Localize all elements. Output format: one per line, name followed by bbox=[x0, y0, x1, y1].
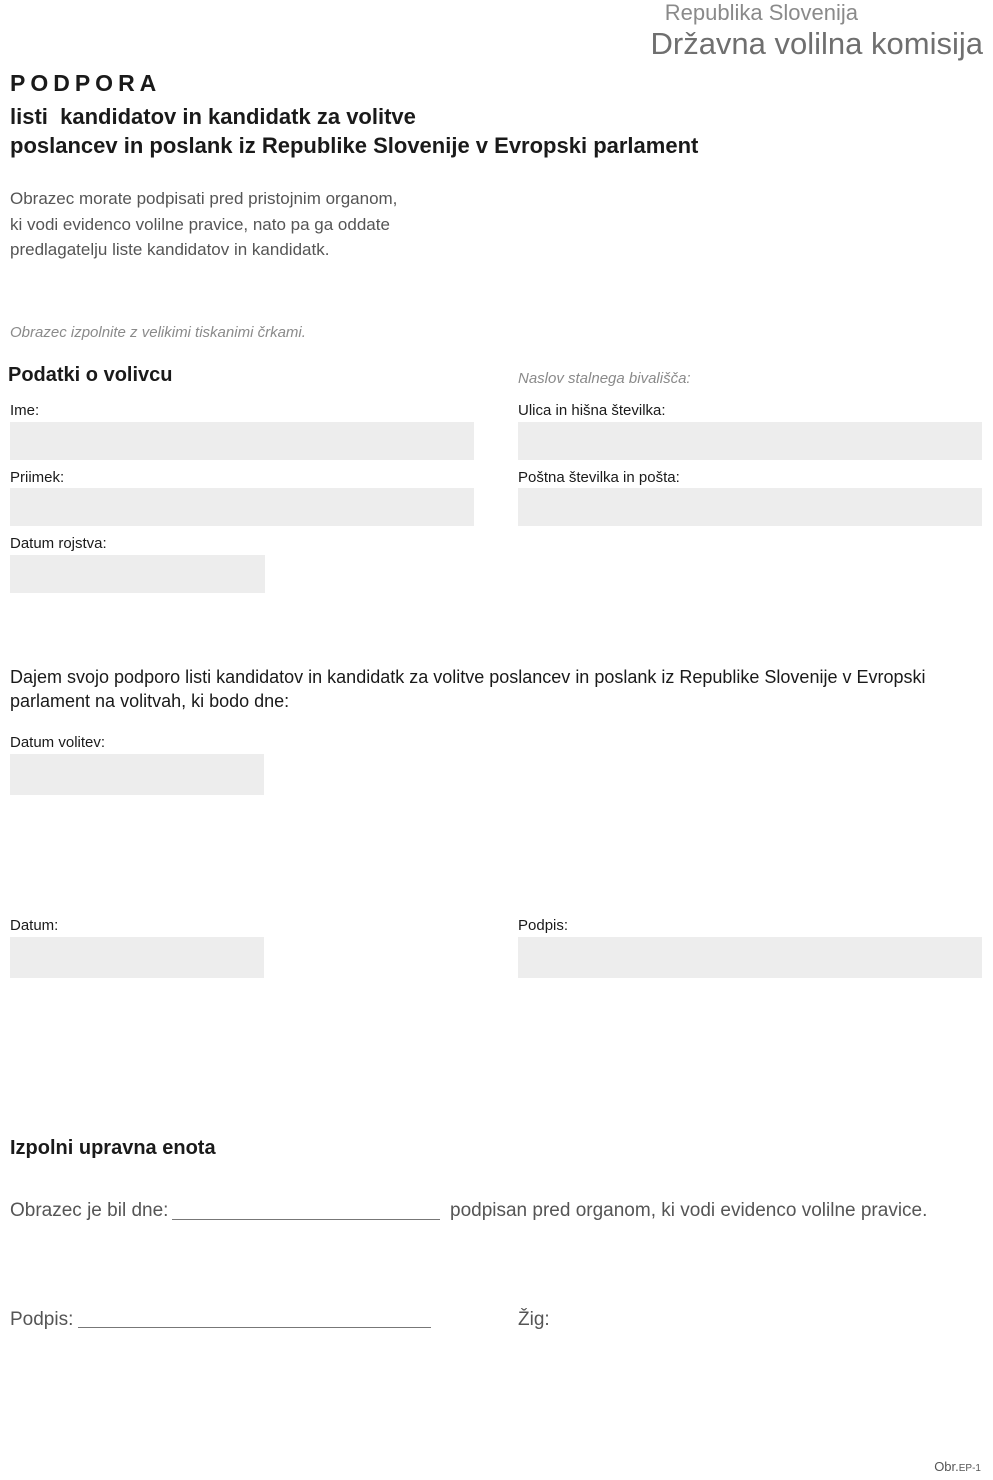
form-kind: PODPORA bbox=[10, 70, 162, 96]
office-signature-label: Podpis: bbox=[10, 1309, 74, 1330]
street-label: Ulica in hišna številka: bbox=[518, 402, 666, 419]
institution-name: Državna volilna komisija bbox=[650, 26, 983, 61]
fill-note: Obrazec izpolnite z velikimi tiskanimi črkami. bbox=[10, 324, 306, 341]
election-date-field[interactable] bbox=[10, 754, 264, 795]
signed-date-prefix: Obrazec je bil dne: bbox=[10, 1200, 169, 1221]
last-name-field[interactable] bbox=[10, 488, 474, 526]
last-name-label: Priimek: bbox=[10, 469, 65, 486]
office-signature-line[interactable] bbox=[78, 1327, 431, 1328]
form-title-line-2: poslancev in poslank iz Republike Slovenije v Evropski parlament bbox=[10, 133, 699, 158]
form-code-prefix: Obr. bbox=[934, 1459, 959, 1474]
postal-field[interactable] bbox=[518, 488, 982, 526]
support-statement-line-2: parlament na volitvah, ki bodo dne: bbox=[10, 691, 290, 711]
institution-country: Republika Slovenija bbox=[664, 0, 858, 25]
postal-label: Poštna številka in pošta: bbox=[518, 469, 680, 486]
signed-date-suffix: podpisan pred organom, ki vodi evidenco volilne pravice. bbox=[450, 1200, 928, 1221]
birth-date-label: Datum rojstva: bbox=[10, 535, 107, 552]
form-title bbox=[10, 102, 698, 160]
first-name-field[interactable] bbox=[10, 422, 474, 460]
instructions bbox=[10, 186, 397, 263]
date-field[interactable] bbox=[10, 937, 264, 978]
instructions-line-3: predlagatelju liste kandidatov in kandidatk. bbox=[10, 240, 330, 259]
instructions-line-1: Obrazec morate podpisati pred pristojnim organom, bbox=[10, 189, 398, 208]
stamp-label: Žig: bbox=[518, 1309, 550, 1330]
signature-field[interactable] bbox=[518, 937, 982, 978]
form-code bbox=[934, 1459, 981, 1474]
birth-date-field[interactable] bbox=[10, 555, 265, 593]
instructions-line-2: ki vodi evidenco volilne pravice, nato pa ga oddate bbox=[10, 214, 390, 234]
support-statement-line-1: Dajem svojo podporo listi kandidatov in kandidatk za volitve poslancev in poslank iz Republike Slovenije v Evropski bbox=[10, 667, 926, 687]
street-field[interactable] bbox=[518, 422, 982, 460]
form-code-value: EP-1 bbox=[958, 1463, 981, 1474]
signature-label: Podpis: bbox=[518, 917, 569, 934]
election-date-label: Datum volitev: bbox=[10, 734, 106, 751]
voter-section-heading: Podatki o volivcu bbox=[8, 364, 173, 386]
form-title-line-1: listi kandidatov in kandidatk za volitve bbox=[10, 104, 416, 129]
support-statement bbox=[10, 665, 970, 713]
signed-date-line[interactable] bbox=[172, 1219, 440, 1220]
first-name-label: Ime: bbox=[10, 402, 40, 419]
date-label: Datum: bbox=[10, 917, 59, 934]
office-section-heading: Izpolni upravna enota bbox=[10, 1137, 216, 1159]
address-heading: Naslov stalnega bivališča: bbox=[518, 370, 691, 387]
